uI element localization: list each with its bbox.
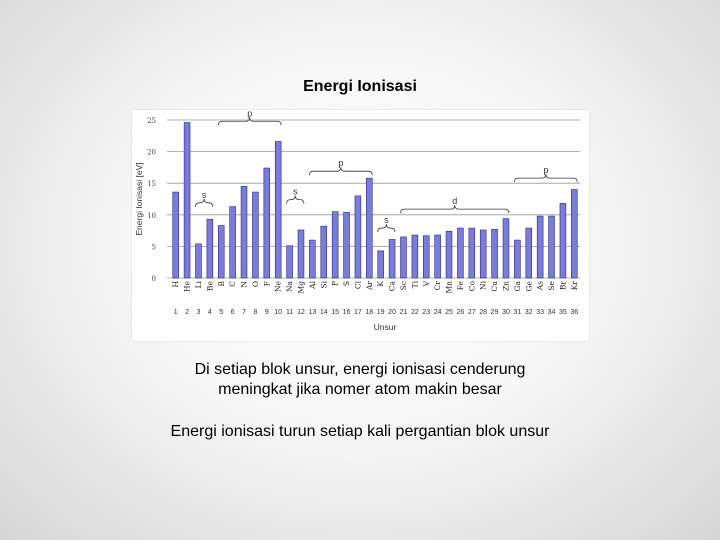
x-category-label: Br bbox=[558, 281, 568, 291]
x-atomic-number: 22 bbox=[410, 309, 419, 316]
block-label-s: s bbox=[293, 186, 298, 197]
bar-Na bbox=[287, 246, 293, 278]
block-label-p: p bbox=[338, 158, 344, 169]
bar-Sc bbox=[401, 237, 407, 278]
x-category-label: F bbox=[262, 281, 272, 287]
caption-line-1: Di setiap blok unsur, energi ionisasi cenderung bbox=[194, 361, 526, 378]
x-atomic-number: 29 bbox=[490, 309, 499, 316]
x-category-label: O bbox=[250, 281, 260, 288]
x-atomic-number: 34 bbox=[547, 309, 556, 316]
x-category-label: Ar bbox=[364, 281, 374, 291]
x-category-label: Se bbox=[547, 281, 557, 291]
bar-Kr bbox=[571, 190, 577, 278]
x-atomic-number: 28 bbox=[479, 309, 488, 316]
x-category-label: K bbox=[376, 281, 386, 287]
x-atomic-number: 16 bbox=[342, 309, 351, 316]
block-brace-s bbox=[287, 196, 304, 204]
x-category-label: Cr bbox=[433, 281, 443, 291]
x-atomic-number: 15 bbox=[331, 309, 340, 316]
y-tick-label: 20 bbox=[147, 148, 156, 157]
bar-Ge bbox=[526, 228, 532, 278]
x-atomic-number: 31 bbox=[513, 309, 522, 316]
x-atomic-number: 35 bbox=[559, 309, 567, 316]
bar-Be bbox=[207, 219, 213, 278]
x-category-label: S bbox=[342, 281, 352, 287]
y-tick-label: 10 bbox=[147, 211, 156, 220]
x-atomic-number: 7 bbox=[242, 309, 246, 316]
x-category-label: Co bbox=[467, 281, 477, 292]
bar-Ca bbox=[389, 239, 395, 278]
x-atomic-number: 21 bbox=[399, 309, 408, 316]
x-atomic-number: 32 bbox=[524, 309, 533, 316]
bar-Mn bbox=[446, 231, 452, 278]
x-category-label: Kr bbox=[569, 281, 579, 291]
x-atomic-number: 6 bbox=[230, 309, 235, 316]
block-label-s: s bbox=[384, 215, 389, 226]
x-atomic-number: 1 bbox=[173, 309, 178, 316]
bar-S bbox=[344, 212, 350, 278]
block-brace-p bbox=[309, 167, 372, 175]
x-atomic-number: 13 bbox=[308, 309, 317, 316]
x-category-label: B bbox=[216, 281, 226, 287]
bar-H bbox=[173, 192, 179, 278]
bar-V bbox=[423, 236, 429, 278]
x-atomic-number: 20 bbox=[388, 309, 396, 316]
x-category-label: Ga bbox=[512, 281, 522, 292]
x-category-label: Si bbox=[319, 281, 329, 289]
bar-Se bbox=[549, 216, 555, 278]
bar-Mg bbox=[298, 230, 304, 278]
bar-K bbox=[378, 251, 384, 278]
x-atomic-number: 3 bbox=[196, 309, 201, 316]
bar-Cr bbox=[435, 235, 441, 278]
bar-Ga bbox=[514, 240, 520, 278]
bar-Ti bbox=[412, 235, 418, 278]
caption-line-3: Energi ionisasi turun setiap kali pergantian blok unsur bbox=[170, 423, 550, 440]
x-atomic-number: 11 bbox=[285, 309, 294, 316]
x-category-label: Mn bbox=[444, 281, 454, 294]
block-label-d: d bbox=[452, 196, 458, 207]
slide-title: Energi Ionisasi bbox=[303, 78, 417, 95]
bar-F bbox=[264, 168, 270, 278]
x-atomic-number: 30 bbox=[502, 309, 510, 316]
x-category-label: C bbox=[228, 281, 238, 287]
bar-Cu bbox=[492, 229, 498, 278]
y-tick-label: 5 bbox=[151, 243, 156, 252]
x-category-label: Cl bbox=[353, 281, 363, 290]
x-category-label: Ni bbox=[478, 281, 488, 290]
x-category-label: Ca bbox=[387, 281, 397, 292]
x-atomic-number: 27 bbox=[467, 309, 476, 316]
x-category-label: Zn bbox=[501, 281, 511, 292]
x-category-label: N bbox=[239, 281, 249, 288]
bar-Ni bbox=[480, 230, 486, 278]
bar-As bbox=[537, 216, 543, 278]
x-category-label: Ge bbox=[524, 281, 534, 292]
x-atomic-number: 5 bbox=[219, 309, 224, 316]
block-brace-p bbox=[218, 117, 281, 125]
x-atomic-number: 23 bbox=[422, 309, 431, 316]
x-atomic-number: 24 bbox=[433, 309, 442, 316]
x-atomic-number: 18 bbox=[365, 309, 374, 316]
caption-line-2: meningkat jika nomer atom makin besar bbox=[218, 381, 502, 398]
x-atomic-number: 4 bbox=[207, 309, 212, 316]
block-label-p: p bbox=[247, 110, 253, 119]
bar-C bbox=[230, 207, 236, 278]
x-category-label: H bbox=[171, 281, 181, 288]
block-label-s: s bbox=[201, 189, 207, 200]
bar-He bbox=[184, 123, 190, 278]
x-category-label: Fe bbox=[455, 281, 465, 291]
y-tick-label: 0 bbox=[151, 275, 156, 283]
x-atomic-number: 8 bbox=[253, 309, 258, 316]
x-category-label: Ne bbox=[273, 281, 283, 293]
x-category-label: Cu bbox=[490, 281, 500, 292]
x-category-label: Li bbox=[193, 281, 203, 289]
bar-O bbox=[252, 192, 258, 278]
bar-Al bbox=[309, 240, 315, 278]
x-atomic-number: 33 bbox=[536, 309, 545, 316]
x-category-label: V bbox=[421, 281, 431, 287]
x-atomic-number: 36 bbox=[570, 309, 579, 316]
x-category-label: Al bbox=[307, 281, 317, 289]
x-atomic-number: 25 bbox=[445, 309, 453, 316]
x-category-label: Be bbox=[205, 281, 215, 291]
x-category-label: Ti bbox=[410, 281, 420, 289]
x-atomic-number: 14 bbox=[319, 309, 328, 316]
x-atomic-number: 9 bbox=[264, 309, 269, 316]
bar-P bbox=[332, 212, 338, 278]
x-category-label: P bbox=[330, 281, 340, 287]
x-category-label: Mg bbox=[296, 281, 306, 294]
x-atomic-number: 19 bbox=[376, 309, 385, 316]
bar-Ar bbox=[366, 178, 372, 278]
block-label-p: p bbox=[543, 165, 549, 176]
x-category-label: Sc bbox=[398, 281, 408, 291]
bar-Co bbox=[469, 228, 475, 278]
block-brace-d bbox=[401, 205, 509, 213]
bar-Fe bbox=[457, 228, 463, 278]
x-category-label: As bbox=[535, 281, 545, 291]
bar-Ne bbox=[275, 141, 281, 278]
x-category-label: Na bbox=[285, 281, 295, 293]
ionization-energy-chart bbox=[132, 110, 589, 341]
bar-Br bbox=[560, 203, 566, 278]
bar-Li bbox=[196, 244, 202, 278]
x-atomic-number: 10 bbox=[274, 309, 283, 316]
block-brace-s bbox=[196, 199, 213, 207]
bar-Cl bbox=[355, 196, 361, 278]
chart-canvas bbox=[132, 110, 589, 341]
x-atomic-number: 26 bbox=[456, 309, 465, 316]
block-brace-s bbox=[378, 224, 395, 232]
y-tick-label: 15 bbox=[147, 180, 156, 189]
x-atomic-number: 17 bbox=[354, 309, 362, 316]
x-category-label: He bbox=[182, 281, 192, 292]
bar-B bbox=[218, 226, 224, 278]
x-atomic-number: 2 bbox=[185, 309, 190, 316]
y-axis-title: Energi Ionisasi [eV] bbox=[134, 162, 144, 236]
y-tick-label: 25 bbox=[147, 117, 156, 125]
block-brace-p bbox=[514, 174, 577, 182]
bar-Si bbox=[321, 226, 327, 278]
bar-N bbox=[241, 186, 247, 278]
bar-Zn bbox=[503, 219, 509, 278]
x-axis-title: Unsur bbox=[373, 322, 397, 332]
x-atomic-number: 12 bbox=[297, 309, 305, 316]
